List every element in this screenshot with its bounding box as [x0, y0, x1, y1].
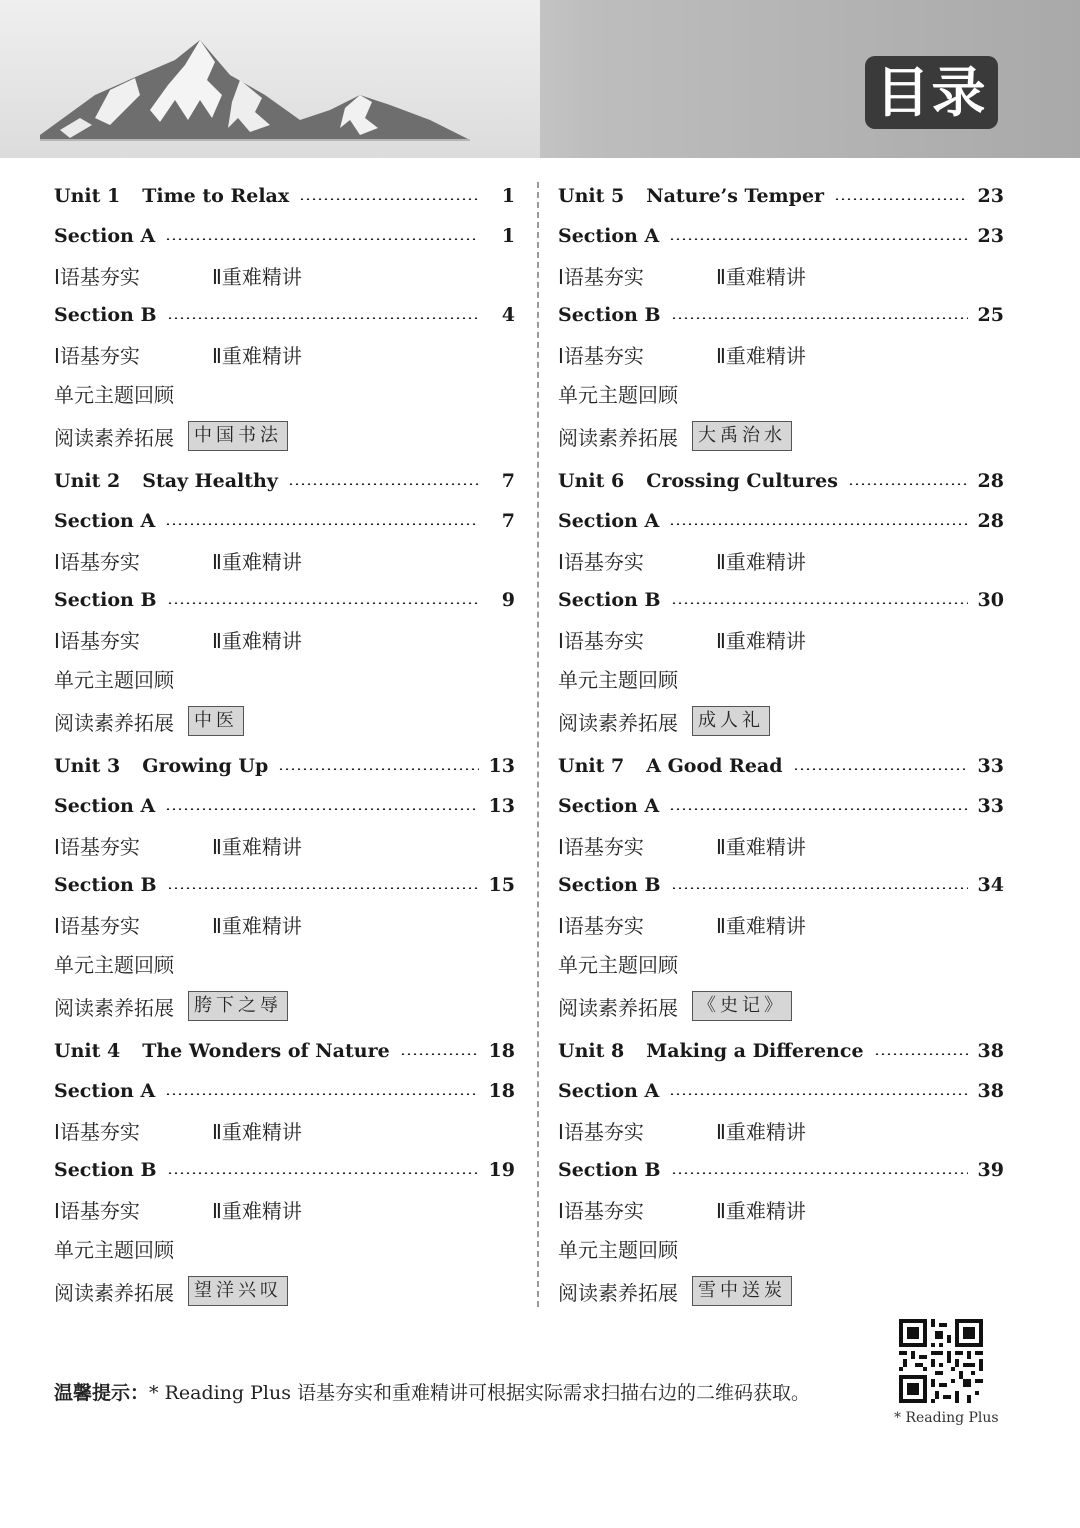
- unit-title: Growing Up: [142, 755, 269, 777]
- toc-entry-unit-4[interactable]: [54, 1033, 515, 1069]
- sub-items: [54, 542, 515, 578]
- sub-items: [558, 1112, 1004, 1148]
- unit-block-4: [54, 1025, 515, 1310]
- reading-label: 阅读素养拓展: [558, 425, 678, 450]
- sub-items: [558, 906, 1004, 942]
- sub-items: [54, 257, 515, 293]
- toc-entry-section-b[interactable]: [54, 867, 515, 903]
- reading-topic-tag: 中医: [188, 706, 244, 736]
- toc-entry-section-b[interactable]: [558, 867, 1004, 903]
- page-number: 13: [488, 795, 515, 817]
- toc-entry-section-a[interactable]: [558, 788, 1004, 824]
- unit-title: Making a Difference: [646, 1040, 864, 1062]
- unit-number: Unit 2: [54, 470, 121, 492]
- dot-leader: [671, 602, 968, 604]
- dot-leader: [167, 317, 479, 319]
- page-number: 33: [977, 755, 1004, 777]
- section-label: Section A: [558, 225, 660, 247]
- sub-item-key-points: Ⅱ重难精讲: [716, 1198, 806, 1223]
- reading-extension: [558, 703, 1004, 739]
- reading-topic-tag: 成人礼: [692, 706, 770, 736]
- sub-item-basics: Ⅰ语基夯实: [558, 549, 644, 574]
- sub-item-basics: Ⅰ语基夯实: [54, 834, 140, 859]
- sub-item-key-points: Ⅱ重难精讲: [716, 834, 806, 859]
- dot-leader: [288, 483, 479, 485]
- page-number: 23: [977, 185, 1004, 207]
- unit-review: 单元主题回顾: [558, 952, 678, 977]
- page-number: 18: [488, 1040, 515, 1062]
- page-number: 30: [977, 589, 1004, 611]
- reading-label: 阅读素养拓展: [54, 995, 174, 1020]
- toc-entry-unit-8[interactable]: [558, 1033, 1004, 1069]
- sub-item-basics: Ⅰ语基夯实: [54, 628, 140, 653]
- sub-item-basics: Ⅰ语基夯实: [558, 913, 644, 938]
- mountain-illustration: [0, 0, 540, 158]
- sub-item-key-points: Ⅱ重难精讲: [716, 343, 806, 368]
- unit-block-6: [558, 455, 1004, 740]
- sub-item-key-points: Ⅱ重难精讲: [212, 343, 302, 368]
- column-divider: [537, 182, 539, 1307]
- dot-leader: [669, 238, 967, 240]
- sub-item-key-points: Ⅱ重难精讲: [716, 264, 806, 289]
- sub-item-key-points: Ⅱ重难精讲: [212, 628, 302, 653]
- reading-label: 阅读素养拓展: [558, 1280, 678, 1305]
- sub-items: [54, 621, 515, 657]
- reading-extension: [54, 703, 515, 739]
- section-label: Section B: [54, 589, 157, 611]
- reading-extension: [54, 988, 515, 1024]
- sub-items: [558, 336, 1004, 372]
- unit-block-7: [558, 740, 1004, 1025]
- reading-extension: [558, 988, 1004, 1024]
- toc-entry-section-b[interactable]: [558, 582, 1004, 618]
- sub-item-key-points: Ⅱ重难精讲: [716, 628, 806, 653]
- page-title: 目录: [865, 56, 998, 129]
- unit-title: Crossing Cultures: [646, 470, 838, 492]
- tip-text: 语基夯实和重难精讲可根据实际需求扫描右边的二维码获取。: [297, 1382, 811, 1404]
- sub-item-key-points: Ⅱ重难精讲: [212, 834, 302, 859]
- toc-right-column: [558, 170, 1004, 1310]
- page-number: 23: [977, 225, 1004, 247]
- tip-mark: *: [149, 1382, 159, 1404]
- section-label: Section A: [558, 1080, 660, 1102]
- sub-item-key-points: Ⅱ重难精讲: [212, 549, 302, 574]
- reading-extension: [558, 1273, 1004, 1309]
- dot-leader: [299, 198, 479, 200]
- unit-title: A Good Read: [646, 755, 783, 777]
- section-label: Section B: [558, 589, 661, 611]
- sub-item-basics: Ⅰ语基夯实: [558, 1198, 644, 1223]
- page-number: 28: [977, 470, 1004, 492]
- unit-block-3: [54, 740, 515, 1025]
- sub-item-basics: Ⅰ语基夯实: [54, 1198, 140, 1223]
- toc-entry-unit-3[interactable]: [54, 748, 515, 784]
- sub-items: [54, 1191, 515, 1227]
- reading-label: 阅读素养拓展: [558, 995, 678, 1020]
- page-number: 19: [488, 1159, 515, 1181]
- unit-number: Unit 7: [558, 755, 625, 777]
- toc-entry-section-b[interactable]: [54, 582, 515, 618]
- unit-number: Unit 4: [54, 1040, 121, 1062]
- toc-entry-section-a[interactable]: [558, 218, 1004, 254]
- page-number: 33: [977, 795, 1004, 817]
- sub-item-basics: Ⅰ语基夯实: [54, 549, 140, 574]
- section-label: Section A: [54, 510, 156, 532]
- section-label: Section A: [54, 795, 156, 817]
- tip-brand: Reading Plus: [164, 1382, 291, 1404]
- sub-item-basics: Ⅰ语基夯实: [54, 264, 140, 289]
- page-number: 7: [501, 510, 515, 532]
- dot-leader: [793, 768, 968, 770]
- sub-item-key-points: Ⅱ重难精讲: [716, 913, 806, 938]
- page-number: 9: [501, 589, 515, 611]
- section-label: Section A: [54, 1080, 156, 1102]
- unit-number: Unit 1: [54, 185, 121, 207]
- toc-entry-unit-5[interactable]: [558, 178, 1004, 214]
- sub-item-basics: Ⅰ语基夯实: [558, 628, 644, 653]
- sub-items: [54, 827, 515, 863]
- sub-item-basics: Ⅰ语基夯实: [54, 913, 140, 938]
- toc-entry-section-b[interactable]: [558, 297, 1004, 333]
- page-number: 34: [977, 874, 1004, 896]
- unit-review: 单元主题回顾: [54, 1237, 174, 1262]
- unit-review: 单元主题回顾: [54, 382, 174, 407]
- page-number: 13: [488, 755, 515, 777]
- reading-topic-tag: 大禹治水: [692, 421, 792, 451]
- page-number: 4: [501, 304, 515, 326]
- toc-entry-section-a[interactable]: [54, 218, 515, 254]
- toc-entry-unit-7[interactable]: [558, 748, 1004, 784]
- dot-leader: [671, 1172, 968, 1174]
- dot-leader: [671, 887, 968, 889]
- dot-leader: [669, 523, 967, 525]
- unit-block-1: [54, 170, 515, 455]
- sub-item-key-points: Ⅱ重难精讲: [212, 1198, 302, 1223]
- section-label: Section A: [558, 795, 660, 817]
- sub-item-key-points: Ⅱ重难精讲: [716, 1119, 806, 1144]
- sub-item-basics: Ⅰ语基夯实: [54, 1119, 140, 1144]
- dot-leader: [165, 808, 478, 810]
- sub-items: [558, 257, 1004, 293]
- section-label: Section A: [54, 225, 156, 247]
- reading-label: 阅读素养拓展: [558, 710, 678, 735]
- section-label: Section B: [54, 1159, 157, 1181]
- dot-leader: [165, 1093, 478, 1095]
- toc-entry-section-a[interactable]: [558, 503, 1004, 539]
- toc-entry-section-a[interactable]: [54, 503, 515, 539]
- section-label: Section B: [54, 874, 157, 896]
- unit-title: Nature’s Temper: [646, 185, 825, 207]
- section-label: Section B: [54, 304, 157, 326]
- reading-label: 阅读素养拓展: [54, 710, 174, 735]
- sub-items: [558, 542, 1004, 578]
- dot-leader: [834, 198, 968, 200]
- sub-items: [54, 1112, 515, 1148]
- unit-title: Stay Healthy: [142, 470, 278, 492]
- dot-leader: [165, 523, 479, 525]
- sub-item-key-points: Ⅱ重难精讲: [716, 549, 806, 574]
- page-number: 15: [488, 874, 515, 896]
- toc-left-column: [54, 170, 515, 1310]
- unit-review: 单元主题回顾: [54, 667, 174, 692]
- sub-items: [558, 1191, 1004, 1227]
- toc-entry-unit-6[interactable]: [558, 463, 1004, 499]
- qr-caption: * Reading Plus: [894, 1410, 999, 1426]
- sub-item-basics: Ⅰ语基夯实: [558, 1119, 644, 1144]
- dot-leader: [848, 483, 968, 485]
- unit-number: Unit 6: [558, 470, 625, 492]
- sub-items: [558, 827, 1004, 863]
- unit-review: 单元主题回顾: [54, 952, 174, 977]
- dot-leader: [669, 1093, 967, 1095]
- sub-items: [558, 621, 1004, 657]
- dot-leader: [167, 887, 479, 889]
- sub-items: [54, 906, 515, 942]
- section-label: Section B: [558, 874, 661, 896]
- toc-entry-section-b[interactable]: [558, 1152, 1004, 1188]
- toc-entry-unit-2[interactable]: [54, 463, 515, 499]
- reading-extension: [54, 1273, 515, 1309]
- unit-review: 单元主题回顾: [558, 667, 678, 692]
- reading-topic-tag: 中国书法: [188, 421, 288, 451]
- dot-leader: [167, 1172, 479, 1174]
- dot-leader: [167, 602, 479, 604]
- sub-item-key-points: Ⅱ重难精讲: [212, 264, 302, 289]
- reading-label: 阅读素养拓展: [54, 1280, 174, 1305]
- sub-item-key-points: Ⅱ重难精讲: [212, 1119, 302, 1144]
- tip-label: 温馨提示：: [54, 1382, 150, 1404]
- sub-items: [54, 336, 515, 372]
- toc-entry-unit-1[interactable]: [54, 178, 515, 214]
- page-number: 7: [501, 470, 515, 492]
- page-number: 18: [488, 1080, 515, 1102]
- page-number: 28: [977, 510, 1004, 532]
- dot-leader: [874, 1053, 968, 1055]
- unit-review: 单元主题回顾: [558, 382, 678, 407]
- reading-label: 阅读素养拓展: [54, 425, 174, 450]
- page-number: 38: [977, 1080, 1004, 1102]
- sub-item-key-points: Ⅱ重难精讲: [212, 913, 302, 938]
- page-number: 25: [977, 304, 1004, 326]
- reading-topic-tag: 胯下之辱: [188, 991, 288, 1021]
- reading-extension: [54, 418, 515, 454]
- unit-number: Unit 5: [558, 185, 625, 207]
- unit-block-2: [54, 455, 515, 740]
- page-number: 38: [977, 1040, 1004, 1062]
- toc-entry-section-b[interactable]: [54, 297, 515, 333]
- reading-topic-tag: 《史记》: [692, 991, 792, 1021]
- toc-entry-section-a[interactable]: [54, 788, 515, 824]
- unit-block-8: [558, 1025, 1004, 1310]
- sub-item-basics: Ⅰ语基夯实: [54, 343, 140, 368]
- page-number: 1: [501, 225, 515, 247]
- qr-code-icon[interactable]: [899, 1319, 983, 1403]
- sub-item-basics: Ⅰ语基夯实: [558, 343, 644, 368]
- dot-leader: [669, 808, 967, 810]
- dot-leader: [278, 768, 478, 770]
- footer-tip: [54, 1378, 810, 1405]
- dot-leader: [671, 317, 968, 319]
- section-label: Section B: [558, 1159, 661, 1181]
- header-banner: [0, 0, 1080, 158]
- unit-title: The Wonders of Nature: [142, 1040, 390, 1062]
- unit-number: Unit 3: [54, 755, 121, 777]
- unit-block-5: [558, 170, 1004, 455]
- reading-extension: [558, 418, 1004, 454]
- reading-topic-tag: 雪中送炭: [692, 1276, 792, 1306]
- unit-title: Time to Relax: [142, 185, 290, 207]
- page-number: 39: [977, 1159, 1004, 1181]
- section-label: Section A: [558, 510, 660, 532]
- toc-entry-section-a[interactable]: [558, 1073, 1004, 1109]
- unit-review: 单元主题回顾: [558, 1237, 678, 1262]
- sub-item-basics: Ⅰ语基夯实: [558, 264, 644, 289]
- toc-entry-section-a[interactable]: [54, 1073, 515, 1109]
- dot-leader: [165, 238, 479, 240]
- unit-number: Unit 8: [558, 1040, 625, 1062]
- toc-entry-section-b[interactable]: [54, 1152, 515, 1188]
- reading-topic-tag: 望洋兴叹: [188, 1276, 288, 1306]
- page-number: 1: [501, 185, 515, 207]
- dot-leader: [400, 1053, 479, 1055]
- section-label: Section B: [558, 304, 661, 326]
- sub-item-basics: Ⅰ语基夯实: [558, 834, 644, 859]
